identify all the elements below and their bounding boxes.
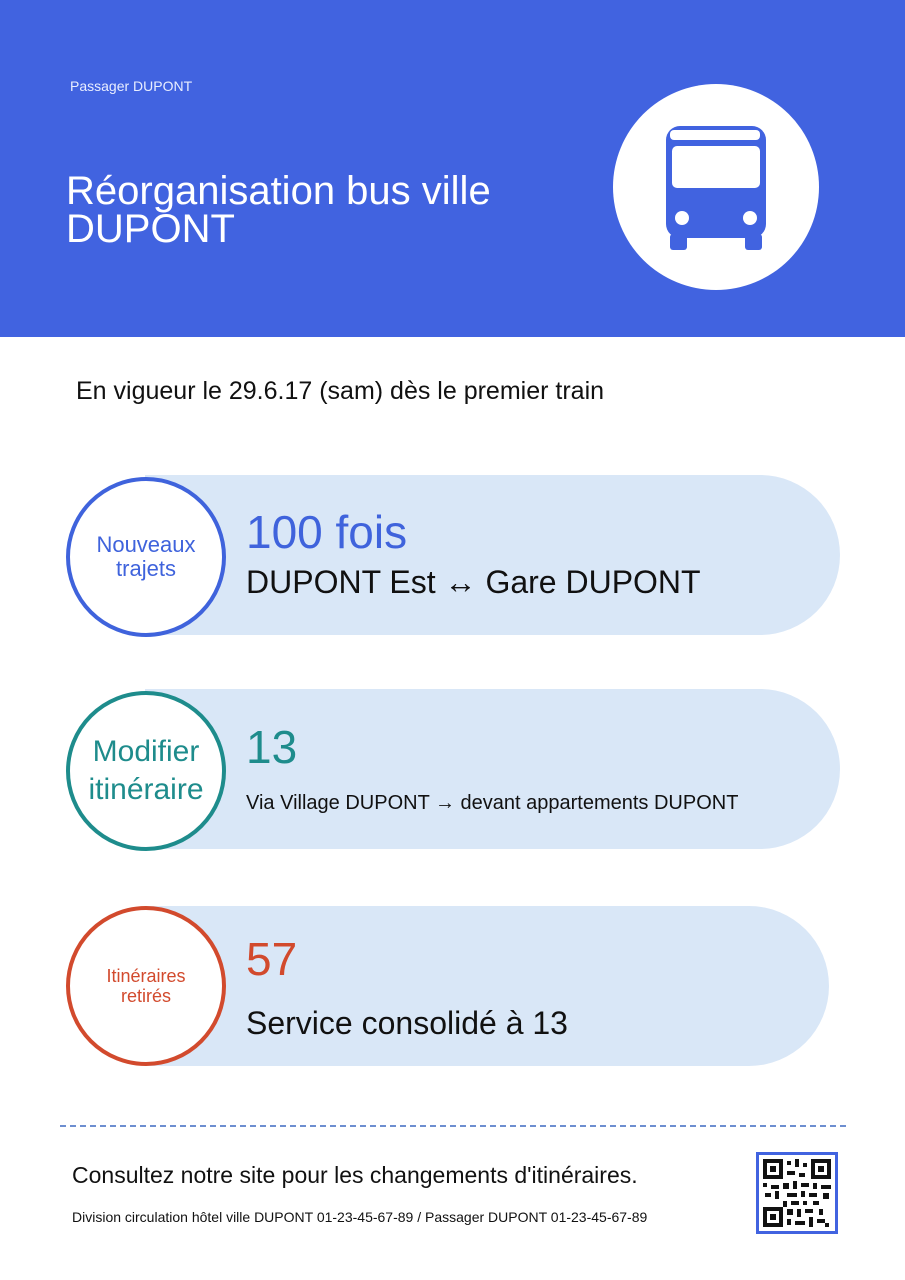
badge-line-1: Itinéraires: [106, 966, 186, 986]
badge-line-2: itinéraire: [88, 773, 204, 806]
organization-label: Passager DUPONT: [70, 78, 193, 94]
footer-contact: Division circulation hôtel ville DUPONT 01-23-45-67-89 / Passager DUPONT 01-23-45-67-89: [72, 1209, 648, 1225]
badge-route-change: [66, 691, 226, 851]
badge-removed-routes: [66, 906, 226, 1066]
badge-line-1: Modifier: [92, 735, 200, 768]
qr-code-icon: [763, 1159, 831, 1227]
badge-line-2: retirés: [120, 986, 171, 1006]
bus-badge: [613, 84, 819, 290]
badge-line-2: trajets: [116, 556, 176, 581]
footer-message: Consultez notre site pour les changements d'itinéraires.: [72, 1162, 638, 1188]
footer-divider: [60, 1125, 846, 1127]
headline-new-trips: 100 fois: [246, 506, 408, 558]
badge-new-trips: [66, 477, 226, 637]
page-title: Réorganisation bus ville DUPONT: [66, 169, 491, 251]
change-card-removed-routes: [145, 906, 829, 1066]
badge-line-1: Nouveaux: [96, 532, 196, 557]
bus-icon: [613, 84, 819, 290]
headline-removed-routes: 57: [246, 933, 298, 985]
headline-route-change: 13: [246, 721, 298, 773]
detail-new-trips: DUPONT Est ↔ Gare DUPONT: [246, 564, 701, 600]
detail-route-change: Via Village DUPONT → devant appartements DUPONT: [246, 792, 739, 814]
qr-code[interactable]: [756, 1152, 838, 1234]
detail-removed-routes: Service consolidé à 13: [246, 1005, 568, 1041]
effective-date-notice: En vigueur le 29.6.17 (sam) dès le premier train: [76, 377, 605, 405]
header-banner: [0, 0, 905, 337]
